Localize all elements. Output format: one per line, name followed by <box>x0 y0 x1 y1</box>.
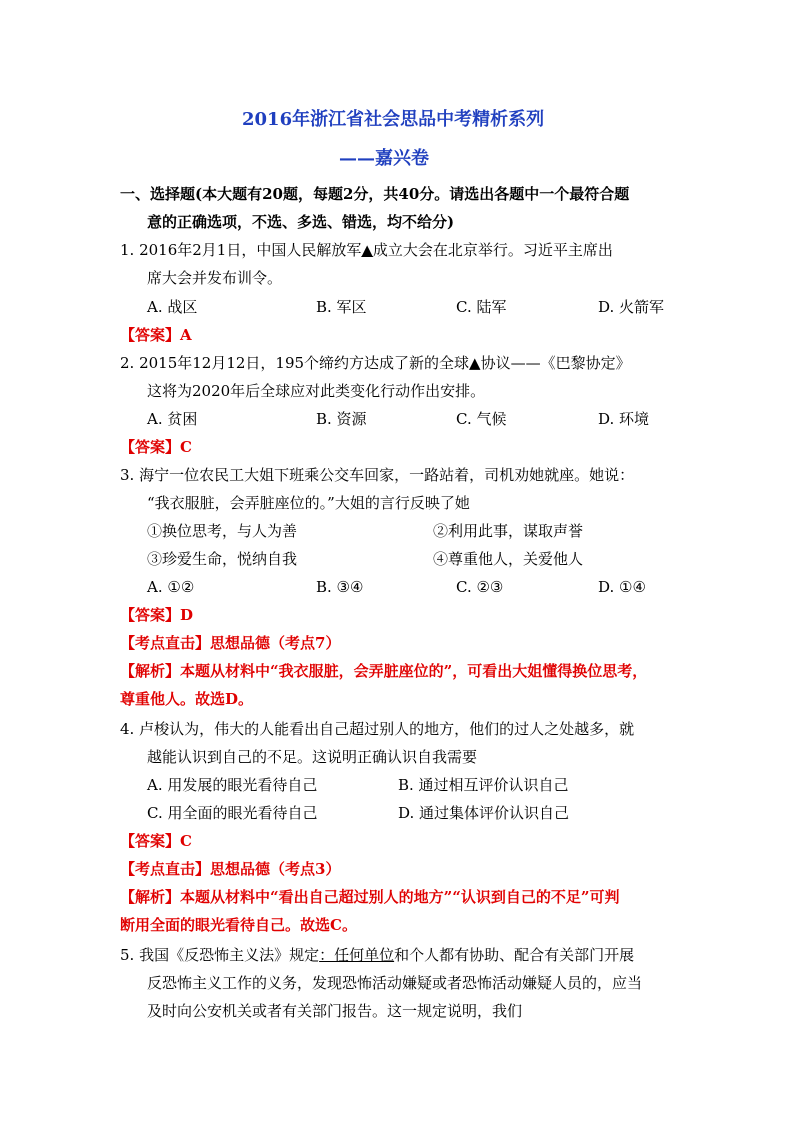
document-subtitle: ——嘉兴卷 <box>339 148 429 169</box>
q4-analysis-line2: 断用全面的眼光看待自己。故选C。 <box>120 916 357 934</box>
q1-stem-line2: 席大会并发布训令。 <box>147 269 283 287</box>
q2-option-a: A. 贫困 <box>147 410 198 428</box>
q2-answer-tag: 【答案】 <box>120 438 181 456</box>
q2-answer-value: C <box>180 438 192 456</box>
q4-analysis-tag: 【解析】 <box>120 888 181 906</box>
q4-answer-value: C <box>180 832 192 850</box>
q3-option-b: B. ③④ <box>316 578 364 596</box>
q3-option-c: C. ②③ <box>456 578 504 596</box>
q3-option-d: D. ①④ <box>598 578 646 596</box>
q1-answer-value: A <box>180 326 192 344</box>
q2-option-d: D. 环境 <box>598 410 650 428</box>
q3-statement-1: ①换位思考，与人为善 <box>147 522 298 540</box>
q4-option-d: D. 通过集体评价认识自己 <box>398 804 570 822</box>
q4-analysis-text: 本题从材料中“看出自己超过别人的地方”“认识到自己的不足”可判 <box>180 888 620 906</box>
q5-stem-line3: 及时向公安机关或者有关部门报告。这一规定说明，我们 <box>147 1002 523 1020</box>
q1-stem-part1: 1. 2016年2月1日，中国人民解放军 <box>120 241 362 259</box>
q2-stem-line1: 2. 2015年12月12日，195个缔约方达成了新的全球▲协议——《巴黎协定》 <box>120 354 631 372</box>
q3-answer-tag: 【答案】 <box>120 606 181 624</box>
q5-stem-part2: 和个人都有协助、配合有关部门开展 <box>394 946 635 964</box>
q2-stem-line2: 这将为2020年后全球应对此类变化行动作出安排。 <box>147 382 486 400</box>
q4-stem-line2: 越能认识到自己的不足。这说明正确认识自我需要 <box>147 748 478 766</box>
q1-option-b: B. 军区 <box>316 298 367 316</box>
q4-analysis-line1 <box>120 887 620 907</box>
document-title: 2016年浙江省社会思品中考精析系列 <box>242 109 545 130</box>
q4-answer-tag: 【答案】 <box>120 832 181 850</box>
q3-stem-line1: 3. 海宁一位农民工大姐下班乘公交车回家，一路站着，司机劝她就座。她说： <box>120 466 635 484</box>
q3-option-a: A. ①② <box>147 578 195 596</box>
q4-answer <box>120 831 192 851</box>
q4-stem-line1: 4. 卢梭认为，伟大的人能看出自己超过别人的地方，他们的过人之处越多，就 <box>120 720 635 738</box>
q5-stem-underlined: ：任何单位 <box>319 946 395 964</box>
q1-stem-line1 <box>120 240 613 260</box>
q1-answer <box>120 325 192 345</box>
q3-answer-value: D <box>180 606 194 624</box>
q3-statement-4: ④尊重他人，关爱他人 <box>433 550 584 568</box>
q2-answer <box>120 437 192 457</box>
q5-stem-part1: 5. 我国《反恐怖主义法》规定 <box>120 946 320 964</box>
q3-stem-line2: “我衣服脏，会弄脏座位的。”大姐的言行反映了她 <box>147 494 470 512</box>
q1-answer-tag: 【答案】 <box>120 326 181 344</box>
q3-point-tag: 【考点直击】 <box>120 634 211 652</box>
q3-analysis-line1 <box>120 661 647 681</box>
q1-blank: ▲ <box>361 241 373 259</box>
q3-statement-3: ③珍爱生命，悦纳自我 <box>147 550 298 568</box>
q3-analysis-text: 本题从材料中“我衣服脏，会弄脏座位的”，可看出大姐懂得换位思考， <box>180 662 648 680</box>
q5-stem-line1 <box>120 945 634 965</box>
q3-analysis-tag: 【解析】 <box>120 662 181 680</box>
q1-option-d: D. 火箭军 <box>598 298 665 316</box>
section-instruction-line2: 意的正确选项，不选、多选、错选，均不给分) <box>147 213 455 231</box>
q4-point-tag: 【考点直击】 <box>120 860 211 878</box>
q4-exam-point <box>120 859 340 879</box>
q3-analysis-line2: 尊重他人。故选D。 <box>120 690 254 708</box>
q4-option-c: C. 用全面的眼光看待自己 <box>147 804 318 822</box>
q1-option-a: A. 战区 <box>147 298 198 316</box>
q4-point-value: 思想品德（考点3） <box>210 860 341 878</box>
q5-stem-line2: 反恐怖主义工作的义务，发现恐怖活动嫌疑或者恐怖活动嫌疑人员的，应当 <box>147 974 643 992</box>
q1-option-c: C. 陆军 <box>456 298 507 316</box>
q2-option-c: C. 气候 <box>456 410 507 428</box>
section-instruction-line1: 一、选择题(本大题有20题，每题2分，共40分。请选出各题中一个最符合题 <box>120 185 630 203</box>
q2-option-b: B. 资源 <box>316 410 367 428</box>
q4-option-a: A. 用发展的眼光看待自己 <box>147 776 318 794</box>
q1-stem-part2: 成立大会在北京举行。习近平主席出 <box>372 241 613 259</box>
q4-option-b: B. 通过相互评价认识自己 <box>398 776 569 794</box>
q3-statement-2: ②利用此事，谋取声誉 <box>433 522 584 540</box>
q3-point-value: 思想品德（考点7） <box>210 634 341 652</box>
q3-answer <box>120 605 193 625</box>
q3-exam-point <box>120 633 340 653</box>
